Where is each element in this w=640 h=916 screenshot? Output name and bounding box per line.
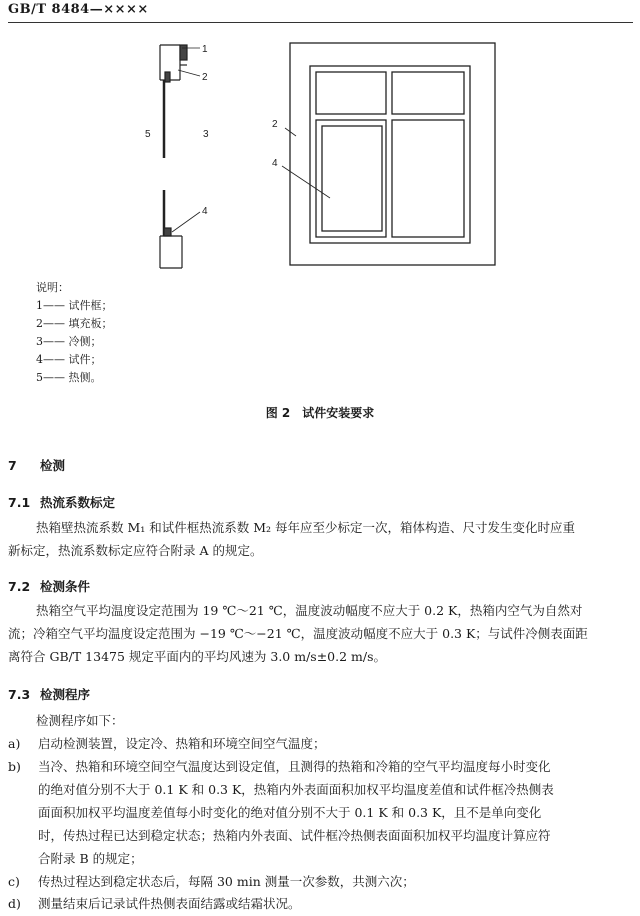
section-7-2-heading xyxy=(8,577,90,595)
legend-item: 2—— 填充板； xyxy=(36,317,113,330)
s72-line-1: 热箱空气平均温度设定范围为 19 ℃～21 ℃，温度波动幅度不应大于 0.2 K，热箱内空气为自然对 xyxy=(36,603,583,618)
section-title: 热流系数标定 xyxy=(40,495,116,510)
s73-intro: 检测程序如下： xyxy=(36,713,124,728)
legend-title: 说明： xyxy=(36,281,69,294)
figure-caption: 图 2 试件安装要求 xyxy=(265,406,375,420)
list-text-cont: 时，传热过程已达到稳定状态；热箱内外表面、试件框冷热侧表面面积加权平均温度计算应符 xyxy=(38,828,551,843)
list-text: 当冷、热箱和环境空间空气温度达到设定值，且测得的热箱和冷箱的空气平均温度每小时变化 xyxy=(38,759,551,774)
s71-line-2: 新标定，热流系数标定应符合附录 A 的规定。 xyxy=(8,543,263,558)
s72-line-3: 离符合 GB/T 13475 规定平面内的平均风速为 3.0 m/s±0.2 m/s。 xyxy=(8,649,387,664)
list-item-a xyxy=(8,732,326,755)
list-item-c xyxy=(8,870,415,893)
list-text: 传热过程达到稳定状态后，每隔 30 min 测量一次参数，共测六次； xyxy=(38,874,415,889)
legend-item: 5—— 热侧。 xyxy=(36,371,102,384)
list-text-cont: 面面积加权平均温度差值每小时变化的绝对值分别不大于 0.1 K 和 0.3 K，且不是单向变化 xyxy=(38,805,542,820)
list-text: 测量结束后记录试件热侧表面结露或结霜状况。 xyxy=(38,896,301,911)
legend-item: 4—— 试件； xyxy=(36,353,102,366)
s71-line-1: 热箱壁热流系数 M₁ 和试件框热流系数 M₂ 每年应至少标定一次，箱体构造、尺寸发生变化时应重 xyxy=(36,520,576,535)
elev-label-4: 4 xyxy=(272,158,278,169)
label-4: 4 xyxy=(202,206,208,217)
label-1: 1 xyxy=(202,44,208,55)
section-7-1-heading xyxy=(8,493,115,511)
label-2: 2 xyxy=(202,72,208,83)
list-text-cont: 的绝对值分别不大于 0.1 K 和 0.3 K，热箱内外表面面积加权平均温度差值和试件框冷热侧表 xyxy=(38,782,554,797)
section-title: 检测程序 xyxy=(40,687,91,702)
s72-line-2: 流；冷箱空气平均温度设定范围为 −19 ℃～−21 ℃，温度波动幅度不应大于 0.3 K；与试件冷侧表面距 xyxy=(8,626,588,641)
section-number: 7 xyxy=(8,458,17,473)
list-marker: c) xyxy=(8,874,20,889)
label-5: 5 xyxy=(145,129,151,140)
legend-item: 3—— 冷侧； xyxy=(36,335,102,348)
section-title: 检测 xyxy=(40,458,66,473)
section-view xyxy=(160,45,200,268)
list-text-cont: 合附录 B 的规定； xyxy=(38,851,143,866)
elev-label-2: 2 xyxy=(272,119,278,130)
list-marker: b) xyxy=(8,759,21,774)
section-title: 检测条件 xyxy=(40,579,91,594)
section-7-heading xyxy=(8,456,65,474)
label-3: 3 xyxy=(203,129,209,140)
elevation-view xyxy=(282,43,495,265)
list-text: 启动检测装置，设定冷、热箱和环境空间空气温度； xyxy=(38,736,326,751)
figure-2-drawing xyxy=(0,0,640,280)
section-7-3-heading xyxy=(8,685,90,703)
section-number: 7.1 xyxy=(8,495,31,510)
list-marker: d) xyxy=(8,896,21,911)
list-item-b xyxy=(8,755,551,778)
section-number: 7.2 xyxy=(8,579,31,594)
list-marker: a) xyxy=(8,736,21,751)
section-number: 7.3 xyxy=(8,687,31,702)
list-item-d xyxy=(8,892,301,915)
standard-header: GB/T 8484—×××× xyxy=(8,2,149,17)
legend-item: 1—— 试件框； xyxy=(36,299,113,312)
